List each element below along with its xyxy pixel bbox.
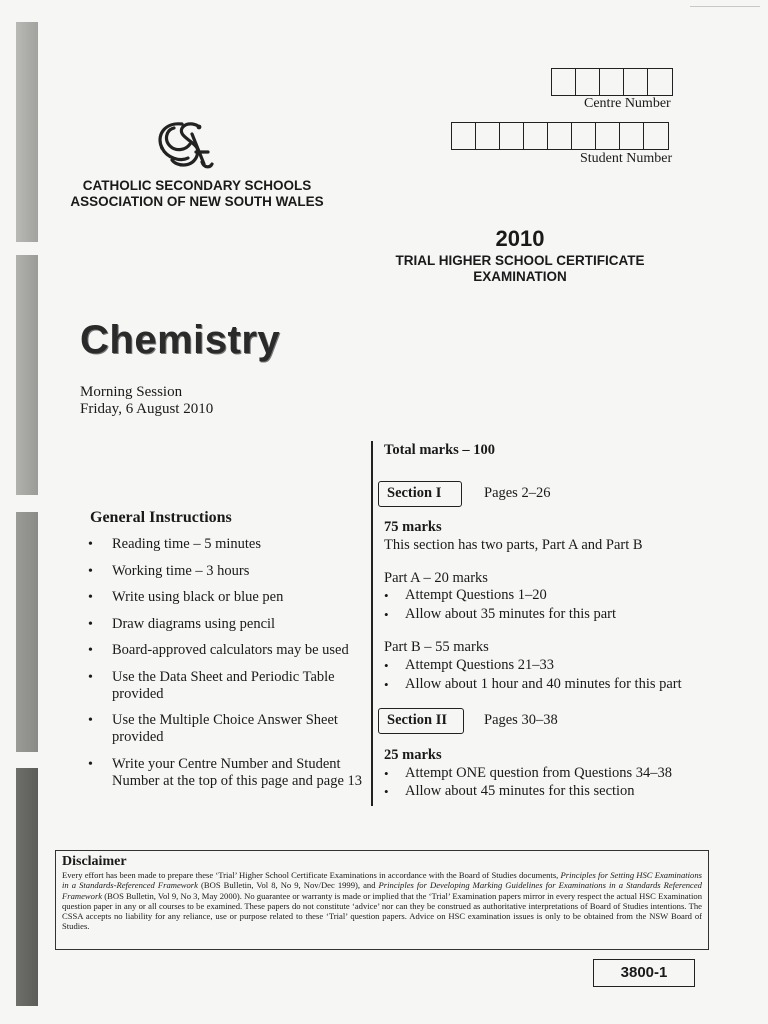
subject-title: Chemistry <box>80 318 281 362</box>
instruction-item: • Working time – 3 hours <box>88 563 370 580</box>
part-a-heading: Part A – 20 marks <box>384 570 488 586</box>
part-b-heading: Part B – 55 marks <box>384 639 489 655</box>
exam-year: 2010 <box>495 226 545 251</box>
student-number-boxes[interactable] <box>451 122 669 150</box>
digit-box[interactable] <box>572 123 596 149</box>
digit-box[interactable] <box>648 69 672 95</box>
section-2-item: • Allow about 45 minutes for this section <box>384 783 635 800</box>
disclaimer-document-title: Principles for Setting HSC Examinations in a Standards-Referenced Framework <box>62 870 702 891</box>
section-1-marks: 75 marks <box>384 519 442 535</box>
session-label: Morning Session <box>80 384 183 400</box>
section-1-label: Section I <box>378 481 462 507</box>
digit-box[interactable] <box>620 123 644 149</box>
section-1-pages: Pages 2–26 <box>484 485 551 501</box>
digit-box[interactable] <box>524 123 548 149</box>
digit-box[interactable] <box>596 123 620 149</box>
instruction-item: • Board-approved calculators may be used <box>88 642 370 659</box>
scan-margin-bar <box>16 22 38 242</box>
digit-box[interactable] <box>452 123 476 149</box>
disclaimer-box <box>55 850 709 950</box>
digit-box[interactable] <box>644 123 668 149</box>
organisation-line-2: ASSOCIATION OF NEW SOUTH WALES <box>70 194 324 209</box>
disclaimer-text <box>62 870 702 932</box>
instruction-item: • Use the Multiple Choice Answer Sheet provided <box>88 712 370 746</box>
exam-title <box>360 253 680 285</box>
exam-date: Friday, 6 August 2010 <box>80 401 214 417</box>
general-instructions-list <box>88 536 370 799</box>
instruction-item: • Reading time – 5 minutes <box>88 536 370 553</box>
scan-edge-line <box>690 6 760 7</box>
csa-monogram-logo-icon <box>152 118 214 172</box>
column-divider <box>371 441 373 806</box>
disclaimer-title: Disclaimer <box>62 854 127 869</box>
part-b-item: • Allow about 1 hour and 40 minutes for this part <box>384 676 682 693</box>
student-number-label: Student Number <box>580 151 673 166</box>
digit-box[interactable] <box>476 123 500 149</box>
instruction-item: • Write using black or blue pen <box>88 589 370 606</box>
disclaimer-text-part: Every effort has been made to prepare these ‘Trial’ Higher School Certificate Examinations in accordance with the Board of Studies documents, <box>62 870 561 880</box>
total-marks: Total marks – 100 <box>384 442 496 458</box>
digit-box[interactable] <box>576 69 600 95</box>
digit-box[interactable] <box>624 69 648 95</box>
session-info <box>80 384 213 418</box>
exam-title-line-1: TRIAL HIGHER SCHOOL CERTIFICATE <box>395 253 645 268</box>
instruction-item: • Draw diagrams using pencil <box>88 616 370 633</box>
section-2-pages: Pages 30–38 <box>484 712 558 728</box>
digit-box[interactable] <box>548 123 572 149</box>
general-instructions-title: General Instructions <box>90 509 232 526</box>
section-2-marks: 25 marks <box>384 747 442 763</box>
section-2-label: Section II <box>378 708 464 734</box>
instruction-item: • Write your Centre Number and Student Number at the top of this page and page 13 <box>88 756 370 790</box>
centre-number-label: Centre Number <box>584 96 671 111</box>
part-a-item: • Allow about 35 minutes for this part <box>384 606 616 623</box>
disclaimer-text-part: (BOS Bulletin, Vol 8, No 9, Nov/Dec 1999), and <box>197 880 379 891</box>
digit-box[interactable] <box>500 123 524 149</box>
digit-box[interactable] <box>600 69 624 95</box>
disclaimer-document-title: Principles for Developing Marking Guidelines for Examinations in a Standards Referenced Framework <box>62 880 702 901</box>
organisation-name <box>62 178 332 210</box>
paper-code: 3800-1 <box>593 959 695 987</box>
digit-box[interactable] <box>552 69 576 95</box>
disclaimer-text-part: (BOS Bulletin, Vol 9, No 3, May 2000). No guarantee or warranty is made or implied that the ‘Trial’ Examination papers mirror in every respect the actual HSC Examination question paper in any or all courses to be examined. These papers do not constitute ‘advice’ nor can they be construed as authoritative interpretations of Board of Studies intentions. The CSSA accepts no liability for any reliance, use or purpose related to these ‘Trial’ question papers. Advice on HSC examination issues is only to be obtained from the NSW Board of Studies. <box>62 890 702 932</box>
organisation-line-1: CATHOLIC SECONDARY SCHOOLS <box>82 178 312 193</box>
scan-margin-bar <box>16 255 38 495</box>
centre-number-boxes[interactable] <box>551 68 673 96</box>
exam-title-line-2: EXAMINATION <box>473 269 567 284</box>
scan-margin-bar <box>16 512 38 752</box>
section-2-item: • Attempt ONE question from Questions 34–38 <box>384 765 672 782</box>
part-b-item: • Attempt Questions 21–33 <box>384 657 554 674</box>
part-a-item: • Attempt Questions 1–20 <box>384 587 547 604</box>
section-1-description: This section has two parts, Part A and Part B <box>384 537 643 553</box>
scan-margin-bar <box>16 768 38 1006</box>
instruction-item: • Use the Data Sheet and Periodic Table provided <box>88 669 370 703</box>
